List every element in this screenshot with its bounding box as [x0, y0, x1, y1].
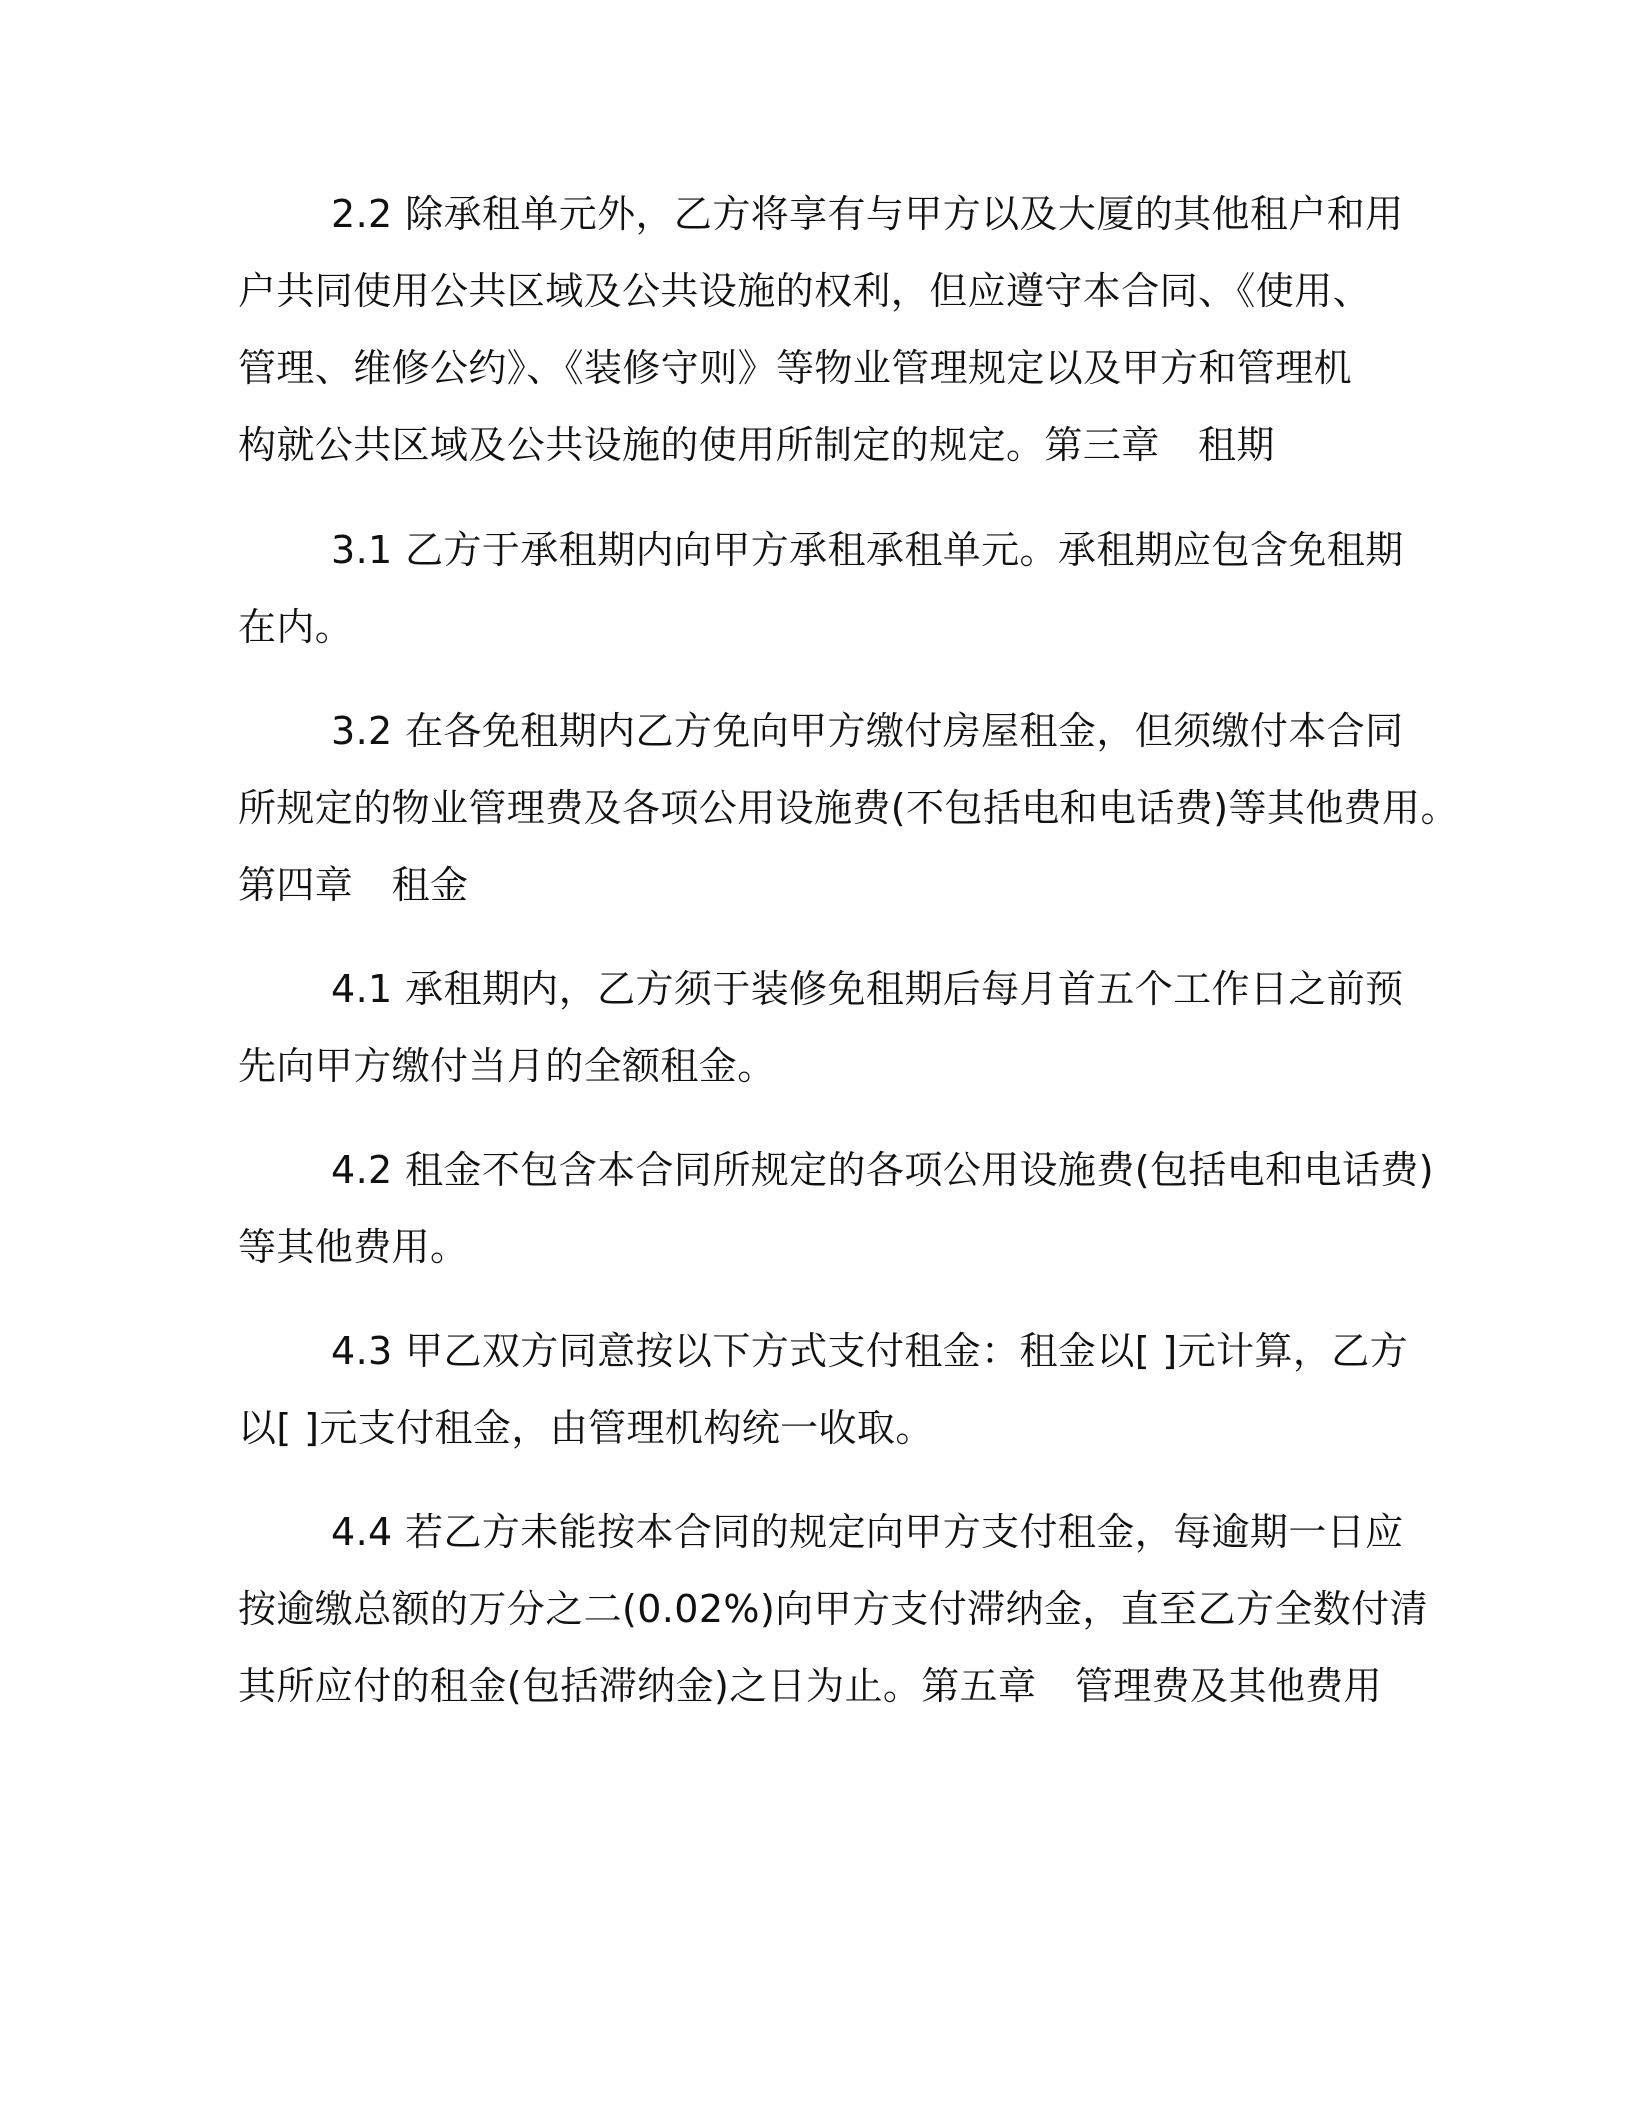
- clause-2-2-line-2: 户共同使用公共区域及公共设施的权利，但应遵守本合同、《使用、: [238, 269, 1372, 313]
- clause-4-4-line-1: 4.4 若乙方未能按本合同的规定向甲方支付租金，每逾期一日应: [331, 1510, 1404, 1554]
- clause-4-4-line-2: 按逾缴总额的万分之二(0.02%)向甲方支付滞纳金，直至乙方全数付清: [238, 1587, 1428, 1631]
- clause-4-3-line-2: 以[ ]元支付租金，由管理机构统一收取。: [238, 1406, 934, 1450]
- clause-2-2-line-4: 构就公共区域及公共设施的使用所制定的规定。第三章 租期: [238, 423, 1275, 467]
- clause-3-2-line-1: 3.2 在各免租期内乙方免向甲方缴付房屋租金，但须缴付本合同: [331, 709, 1404, 753]
- clause-4-2-line-1: 4.2 租金不包含本合同所规定的各项公用设施费(包括电和电话费): [331, 1148, 1434, 1192]
- clause-3-2-line-2: 所规定的物业管理费及各项公用设施费(不包括电和电话费)等其他费用。: [238, 786, 1459, 830]
- clause-3-1-line-1: 3.1 乙方于承租期内向甲方承租承租单元。承租期应包含免租期: [331, 528, 1404, 572]
- clause-4-2-line-2: 等其他费用。: [238, 1225, 469, 1269]
- clause-4-3-line-1: 4.3 甲乙双方同意按以下方式支付租金：租金以[ ]元计算，乙方: [331, 1329, 1409, 1373]
- clause-4-1-line-2: 先向甲方缴付当月的全额租金。: [238, 1044, 776, 1088]
- clause-4-1-line-1: 4.1 承租期内，乙方须于装修免租期后每月首五个工作日之前预: [331, 967, 1404, 1011]
- clause-2-2-line-3: 管理、维修公约》、《装修守则》等物业管理规定以及甲方和管理机: [238, 346, 1353, 390]
- clause-2-2-line-1: 2.2 除承租单元外，乙方将享有与甲方以及大厦的其他租户和用: [331, 192, 1404, 236]
- clause-3-1-line-2: 在内。: [238, 605, 354, 649]
- clause-4-4-line-3: 其所应付的租金(包括滞纳金)之日为止。第五章 管理费及其他费用: [238, 1664, 1383, 1708]
- chapter-4-heading: 第四章 租金: [238, 863, 469, 907]
